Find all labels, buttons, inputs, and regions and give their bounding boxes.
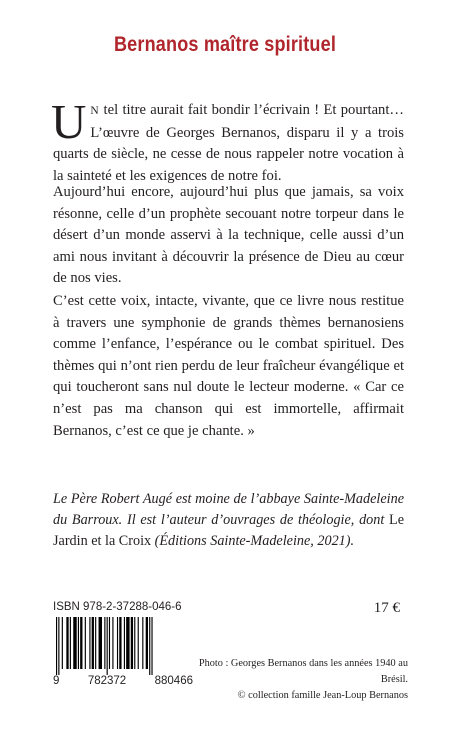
book-title: Bernanos maître spirituel xyxy=(113,33,337,56)
small-cap: N xyxy=(90,105,100,117)
drop-cap: U xyxy=(51,94,87,149)
author-note xyxy=(53,489,404,552)
paragraph-book-text: C’est cette voix, intacte, vivante, que ce livre nous restitue à travers une symphonie de grands thèmes bernanosiens comme l’enfance, l’espérance ou le combat spirituel. Des thèmes qui n’ont rien perdu de leur fraîcheur évangélique et qui toucheront sans nul doute le lecteur moderne. « Car ce n’est pas ma chanson qui est immortelle, affirmait Bernanos, c’est ce que je chante. » xyxy=(53,293,404,439)
barcode-digit-group-2: 880466 xyxy=(154,675,193,687)
barcode-icon xyxy=(54,617,190,675)
photo-credit-line-1: Photo : Georges Bernanos dans les années 1940 au Brésil. xyxy=(198,658,408,685)
price: 17 € xyxy=(373,600,400,616)
paragraph-intro-text: tel titre aurait fait bondir l’écrivain ! Et pourtant… L’œuvre de Georges Bernanos, disparu il y a trois quarts de siècle, ne cesse de nous rappeler notre vocation à la sainteté et les exigences de notre foi. xyxy=(53,102,404,184)
paragraph-voice-text: Aujourd’hui encore, aujourd’hui plus que jamais, sa voix résonne, celle d’un prophète secouant notre torpeur dans le désert d’un monde asservi à la technique, celle aussi d’un ami nous invitant à découvrir la présence de Dieu au cœur de nos vies. xyxy=(53,184,404,287)
barcode-digit-group-1: 782372 xyxy=(87,675,127,687)
paragraph-intro xyxy=(51,94,404,187)
photo-credit-line-2: © collection famille Jean-Loup Bernanos xyxy=(237,690,408,701)
barcode-digit-first: 9 xyxy=(53,675,60,687)
paragraph-voice xyxy=(53,182,404,290)
author-note-text-1: Le Père Robert Augé est moine de l’abbaye Sainte-Madeleine du Barroux. Il est l’auteur d’ouvrages de théologie, dont xyxy=(53,491,404,528)
paragraph-book xyxy=(53,291,404,442)
author-book-title: Le Jardin et la Croix xyxy=(53,512,404,549)
barcode-digits xyxy=(53,675,193,687)
isbn-label: ISBN 978-2-37288-046-6 xyxy=(53,601,182,613)
author-note-text-2: (Éditions Sainte-Madeleine, 2021). xyxy=(151,533,355,549)
photo-credit xyxy=(178,656,408,704)
